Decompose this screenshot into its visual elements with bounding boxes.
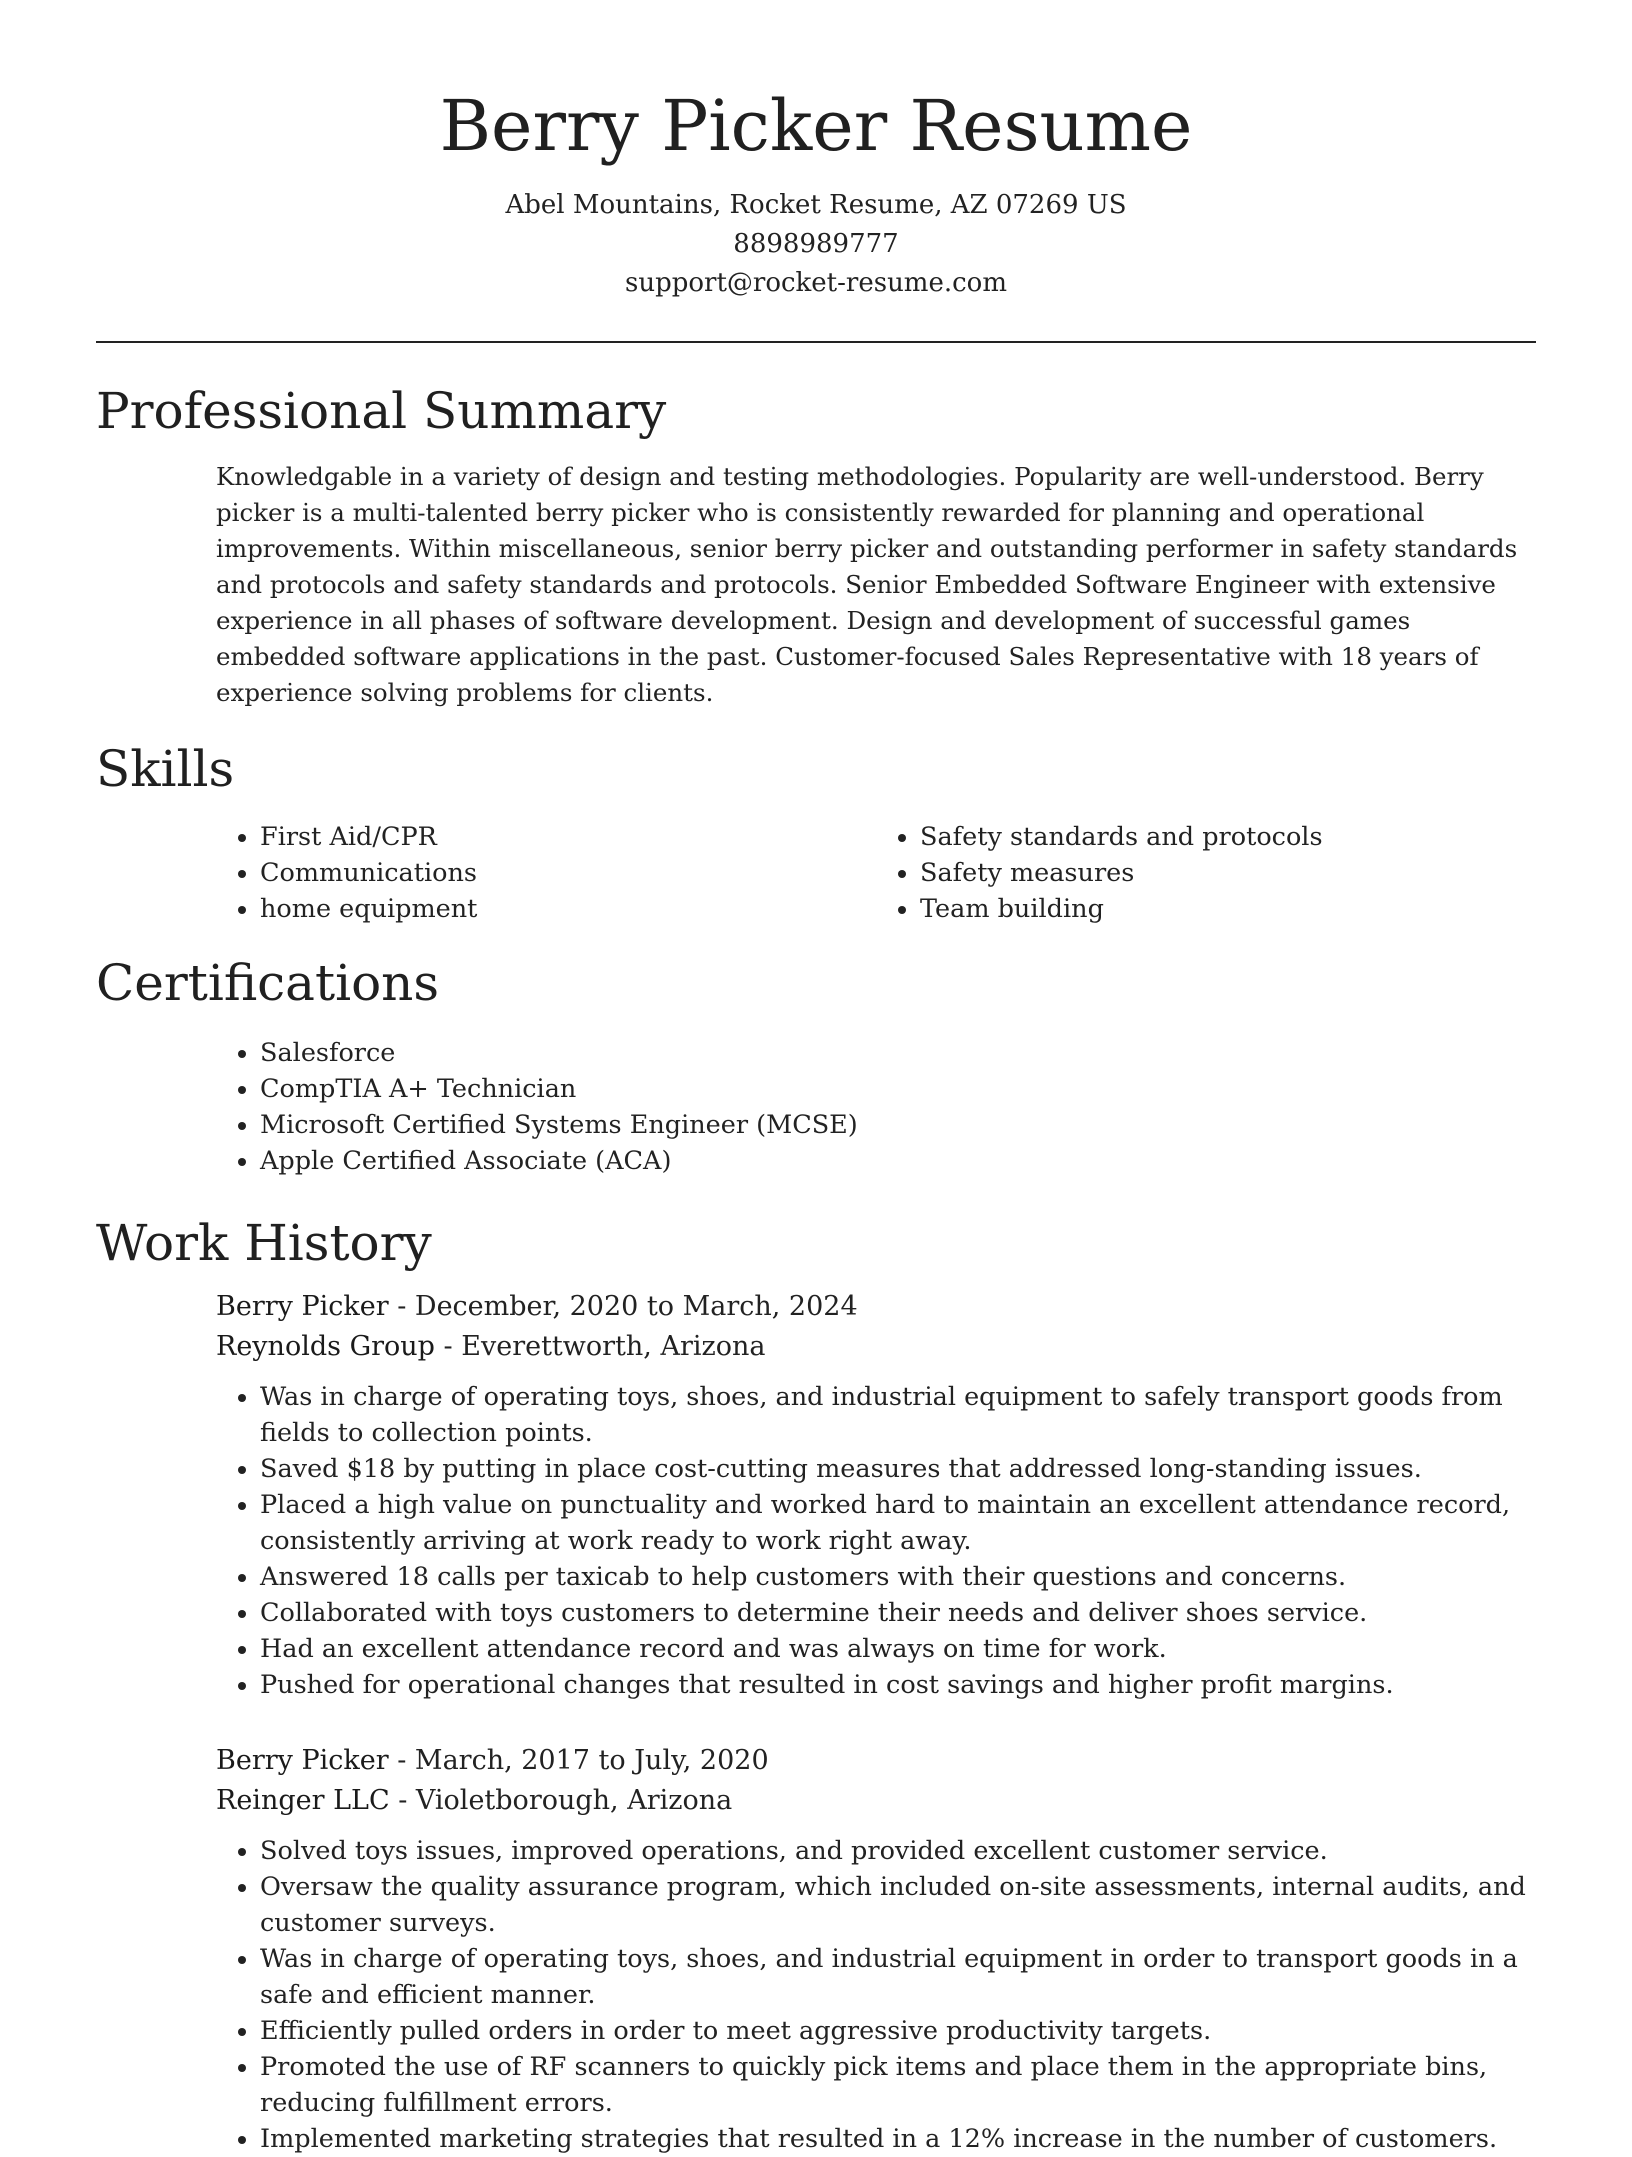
job-company: Reinger LLC (216, 1785, 390, 1816)
job-title: Berry Picker (216, 1745, 389, 1776)
job-bullet: • Efficiently pulled orders in order to meet aggressive productivity targets. (260, 2013, 1536, 2049)
job-bullet: • Placed a high value on punctuality and worked hard to maintain an excellent attendance record, consistently arriving at work ready to work right away. (260, 1487, 1536, 1559)
job-bullet: • Was in charge of operating toys, shoes, and industrial equipment to safely transport goods from fields to collection points. (260, 1379, 1536, 1451)
skills-left-list (216, 819, 876, 927)
contact-block (96, 186, 1536, 303)
job-title-line (216, 1287, 1536, 1327)
certifications-list (216, 1035, 1536, 1179)
job-bullets (216, 1379, 1536, 1703)
job-bullet: • Oversaw the quality assurance program, which included on-site assessments, internal audits, and customer surveys. (260, 1869, 1536, 1941)
certification-item: • Salesforce (260, 1035, 1536, 1071)
job-title-line (216, 1741, 1536, 1781)
skill-item: • First Aid/CPR (260, 819, 876, 855)
job-location: - Everettworth, Arizona (434, 1331, 766, 1362)
contact-address: Abel Mountains, Rocket Resume, AZ 07269 US (505, 190, 1127, 220)
job-bullet: • Had an excellent attendance record and was always on time for work. (260, 1631, 1536, 1667)
work-history-heading: Work History (96, 1214, 432, 1272)
skills-heading: Skills (96, 740, 235, 798)
job-company-line (216, 1327, 1536, 1367)
skill-item: • home equipment (260, 891, 876, 927)
job-bullet: • Pushed for operational changes that resulted in cost savings and higher profit margins. (260, 1667, 1536, 1703)
job-company-line (216, 1781, 1536, 1821)
certification-item: • CompTIA A+ Technician (260, 1071, 1536, 1107)
skill-item: • Communications (260, 855, 876, 891)
job-entry (216, 1287, 1536, 1703)
skills-right-list (876, 819, 1536, 927)
job-bullet: • Answered 18 calls per taxicab to help customers with their questions and concerns. (260, 1559, 1536, 1595)
certifications-heading: Certifications (96, 954, 440, 1012)
header-divider (96, 341, 1536, 343)
job-company: Reynolds Group (216, 1331, 435, 1362)
skill-item: • Safety measures (920, 855, 1536, 891)
job-bullet: • Promoted the use of RF scanners to quickly pick items and place them in the appropriate bins, reducing fulfillment errors. (260, 2049, 1536, 2121)
certification-item: • Microsoft Certified Systems Engineer (MCSE) (260, 1107, 1536, 1143)
job-location: - Violetborough, Arizona (389, 1785, 733, 1816)
job-bullet: • Was in charge of operating toys, shoes, and industrial equipment in order to transport goods in a safe and efficient manner. (260, 1941, 1536, 2013)
job-dates: - December, 2020 to March, 2024 (388, 1291, 858, 1322)
skill-item: • Team building (920, 891, 1536, 927)
summary-text: Knowledgable in a variety of design and testing methodologies. Popularity are well-understood. Berry picker is a multi-talented berry picker who is consistently rewarded for planning and operational improvements. Within miscellaneous, senior berry picker and outstanding performer in safety standards and protocols and safety standards and protocols. Senior Embedded Software Engineer with extensive experience in all phases of software development. Design and development of successful games embedded software applications in the past. Customer-focused Sales Representative with 18 years of experience solving problems for clients. (216, 462, 1518, 707)
skills-columns (216, 819, 1536, 927)
work-history-section (96, 1213, 1536, 2157)
resume-title: Berry Picker Resume (439, 85, 1193, 167)
job-bullet: • Saved $18 by putting in place cost-cutting measures that addressed long-standing issues. (260, 1451, 1536, 1487)
job-bullet: • Implemented marketing strategies that resulted in a 12% increase in the number of customers. (260, 2121, 1536, 2157)
summary-section (96, 381, 1536, 711)
certifications-list-wrap (216, 1035, 1536, 1179)
contact-phone: 8898989777 (733, 229, 899, 259)
resume-page (96, 0, 1536, 2157)
job-entry (216, 1741, 1536, 2157)
contact-email: support@rocket-resume.com (624, 268, 1007, 298)
skills-section (96, 739, 1536, 927)
summary-heading: Professional Summary (96, 382, 667, 440)
job-dates: - March, 2017 to July, 2020 (388, 1745, 769, 1776)
job-bullet: • Solved toys issues, improved operations, and provided excellent customer service. (260, 1833, 1536, 1869)
job-title: Berry Picker (216, 1291, 389, 1322)
job-bullet: • Collaborated with toys customers to determine their needs and deliver shoes service. (260, 1595, 1536, 1631)
skill-item: • Safety standards and protocols (920, 819, 1536, 855)
job-bullets (216, 1833, 1536, 2157)
certifications-section (96, 953, 1536, 1179)
certification-item: • Apple Certified Associate (ACA) (260, 1143, 1536, 1179)
